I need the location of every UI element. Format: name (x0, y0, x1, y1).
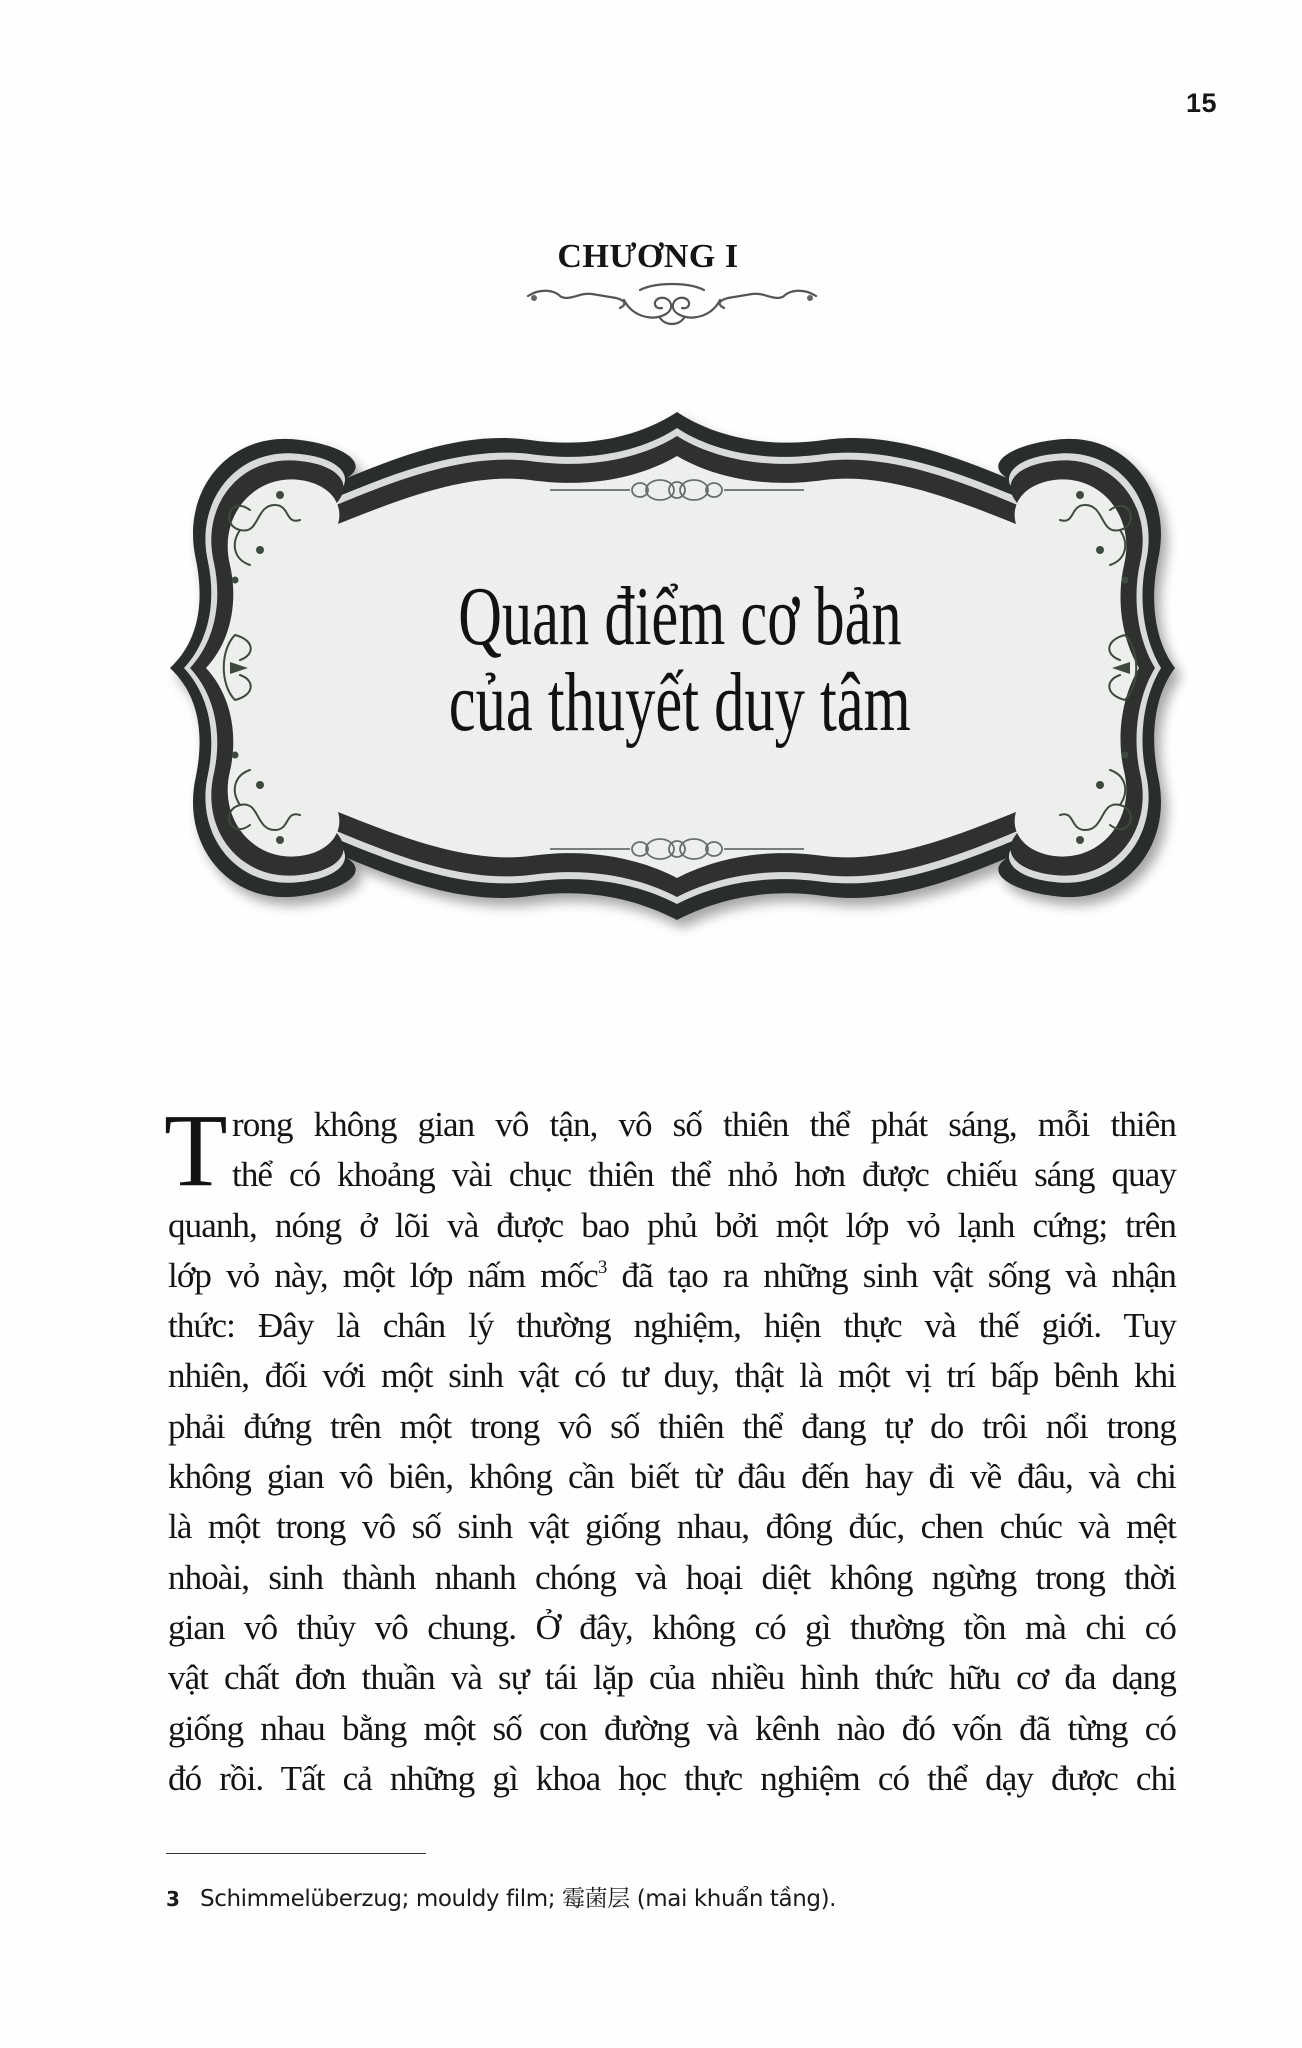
body-line: quanh, nóng ở lõi và được bao phủ bởi một lớp vỏ lạnh cứng; trên (168, 1205, 1176, 1245)
footnote-text: Schimmelüberzug; mouldy film; (200, 1886, 562, 1912)
body-line: giống nhau bằng một số con đường và kênh nào đó vốn đã từng có (168, 1708, 1176, 1748)
body-line: thể có khoảng vài chục thiên thể nhỏ hơn được chiếu sáng quay (232, 1155, 1176, 1195)
body-line: nhiên, đối với một sinh vật có tư duy, thật là một vị trí bấp bênh khi (168, 1356, 1176, 1396)
body-line: là một trong vô số sinh vật giống nhau, đông đúc, chen chúc và mệt (168, 1507, 1176, 1547)
flourish-ornament-icon (520, 278, 824, 330)
footnote-divider (166, 1853, 426, 1854)
body-line: đó rồi. Tất cả những gì khoa học thực nghiệm có thể dạy được chi (168, 1758, 1176, 1798)
body-line: vật chất đơn thuần và sự tái lặp của nhiều hình thức hữu cơ đa dạng (168, 1658, 1176, 1698)
footnote-text-tail: (mai khuẩn tầng). (629, 1886, 837, 1912)
footnote-number: 3 (166, 1887, 180, 1911)
body-line (168, 1251, 1176, 1301)
page-number: 15 (1186, 88, 1218, 118)
footnote (166, 1880, 836, 1913)
body-line: rong không gian vô tận, vô số thiên thể phát sáng, mỗi thiên (232, 1105, 1176, 1144)
body-line: nhoài, sinh thành nhanh chóng và hoại diệt không ngừng trong thời (168, 1557, 1176, 1597)
body-line-part: lớp vỏ này, một lớp nấm mốc (168, 1255, 598, 1295)
body-line-part: đã tạo ra những sinh vật sống và nhận (621, 1255, 1176, 1295)
body-line: thức: Đây là chân lý thường nghiệm, hiện thực và thế giới. Tuy (168, 1306, 1176, 1346)
chapter-label: CHƯƠNG I (557, 238, 739, 275)
footnote-cjk-text: 霉菌层 (561, 1886, 630, 1912)
chapter-title (160, 400, 1200, 940)
body-paragraph (164, 1093, 1176, 1804)
body-line: phải đứng trên một trong vô số thiên thể đang tự do trôi nổi trong (168, 1406, 1176, 1446)
chapter-title-line-1: Quan điểm cơ bản (458, 570, 902, 663)
body-line: gian vô thủy vô chung. Ở đây, không có gì thường tồn mà chi có (168, 1607, 1176, 1647)
drop-cap: T (164, 1093, 227, 1208)
body-line: không gian vô biên, không cần biết từ đâu đến hay đi về đâu, và chi (168, 1457, 1176, 1497)
footnote-reference[interactable]: 3 (597, 1256, 607, 1278)
chapter-title-line-2: của thuyết duy tâm (449, 656, 911, 749)
